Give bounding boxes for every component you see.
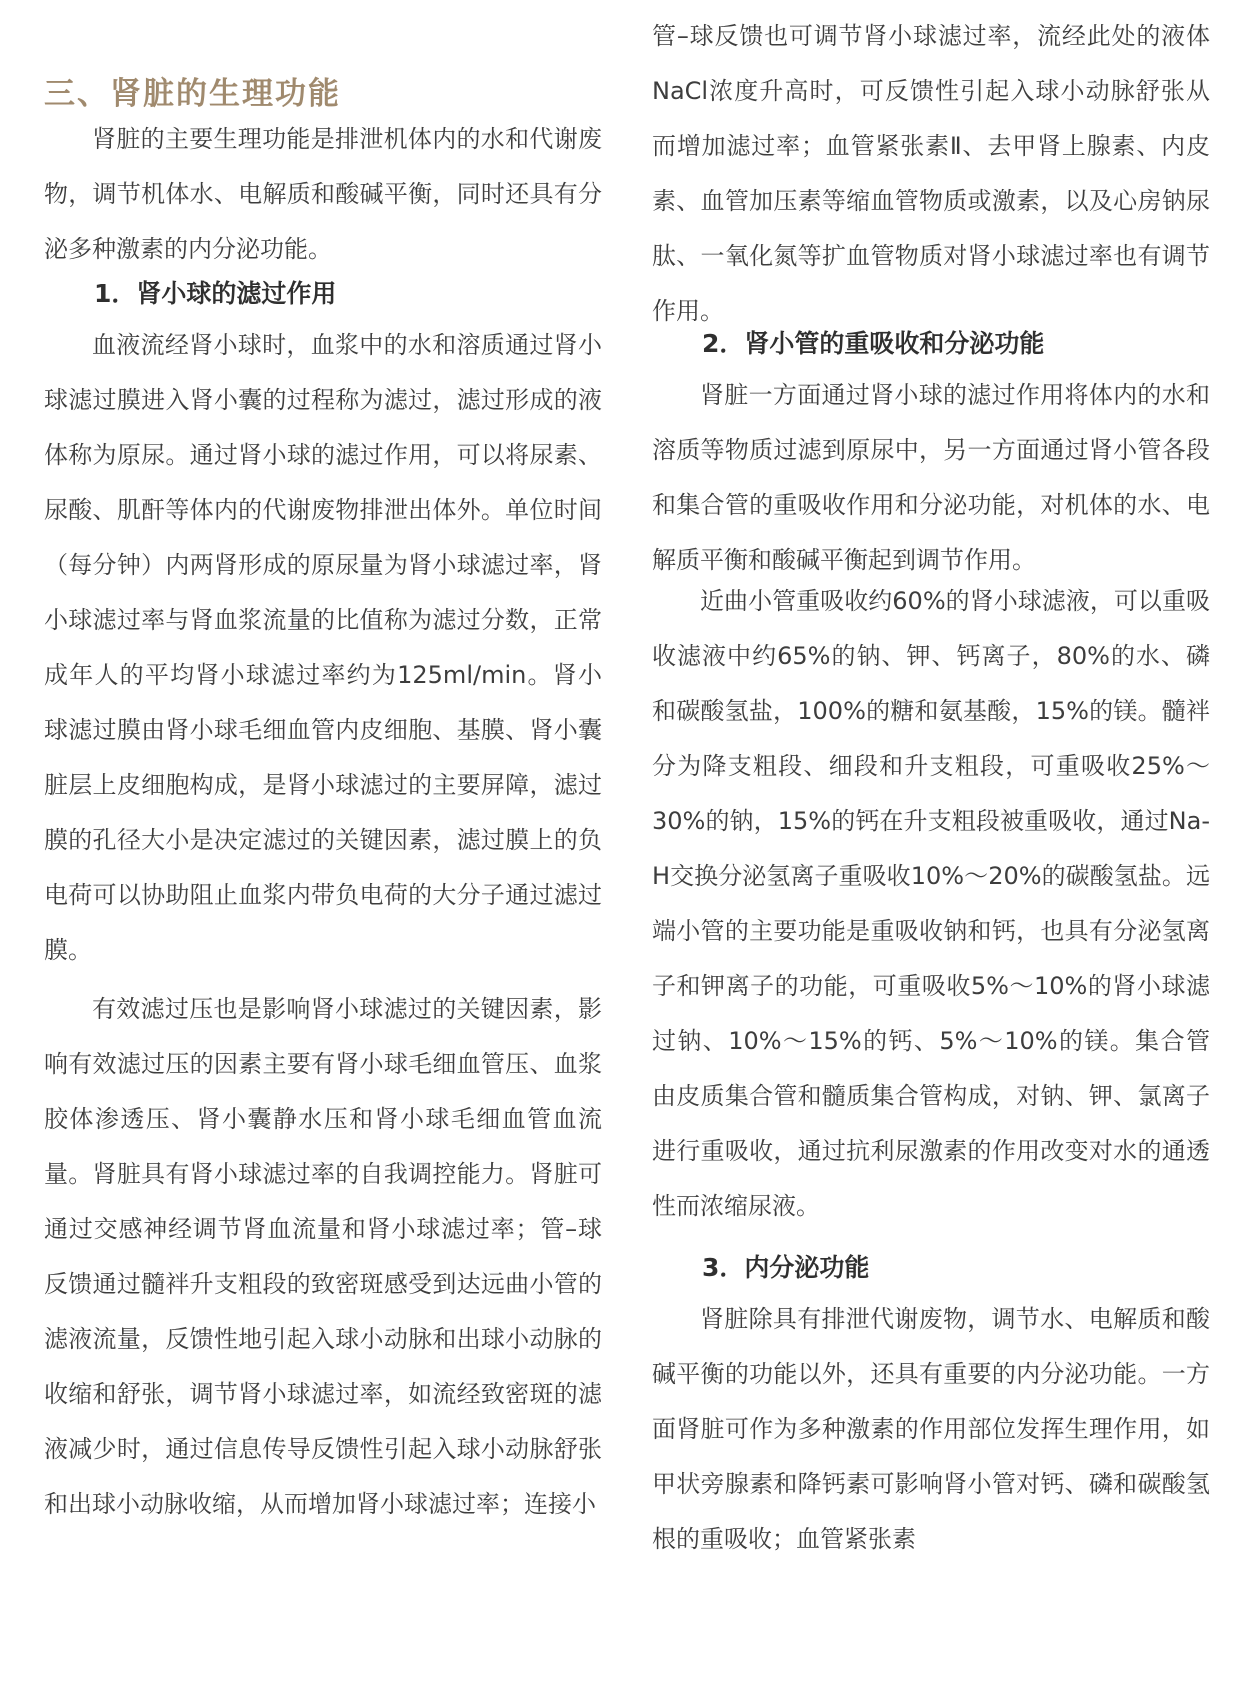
subheading-tubular-reabsorption: 2．肾小管的重吸收和分泌功能 <box>702 329 1045 358</box>
paragraph-effective-filtration-pressure: 有效滤过压也是影响肾小球滤过的关键因素，影响有效滤过压的因素主要有肾小球毛细血管压、血浆胶体渗透压、肾小囊静水压和肾小球毛细血管血流量。肾脏具有肾小球滤过率的自我调控能力。肾脏可通过交感神经调节肾血流量和肾小球滤过率；管–球反馈通过髓袢升支粗段的致密斑感受到达远曲小管的滤液流量，反馈性地引起入球小动脉和出球小动脉的收缩和舒张，调节肾小球滤过率，如流经致密斑的滤液减少时，通过信息传导反馈性引起入球小动脉舒张和出球小动脉收缩，从而增加肾小球滤过率；连接小 <box>44 995 602 1518</box>
paragraph-tubular-segments: 近曲小管重吸收约60%的肾小球滤液，可以重吸收滤液中约65%的钠、钾、钙离子，80%的水、磷和碳酸氢盐，100%的糖和氨基酸，15%的镁。髓袢分为降支粗段、细段和升支粗段，可重吸收25%～30%的钠，15%的钙在升支粗段被重吸收，通过Na-H交换分泌氢离子重吸收10%～20%的碳酸氢盐。远端小管的主要功能是重吸收钠和钙，也具有分泌氢离子和钾离子的功能，可重吸收5%～10%的肾小球滤过钠、10%～15%的钙、5%～10%的镁。集合管由皮质集合管和髓质集合管构成，对钠、钾、氯离子进行重吸收，通过抗利尿激素的作用改变对水的通透性而浓缩尿液。 <box>652 587 1210 1220</box>
paragraph-filtration: 血液流经肾小球时，血浆中的水和溶质通过肾小球滤过膜进入肾小囊的过程称为滤过，滤过形成的液体称为原尿。通过肾小球的滤过作用，可以将尿素、尿酸、肌酐等体内的代谢废物排泄出体外。单位时间（每分钟）内两肾形成的原尿量为肾小球滤过率，肾小球滤过率与肾血浆流量的比值称为滤过分数，正常成年人的平均肾小球滤过率约为125ml/min。肾小球滤过膜由肾小球毛细血管内皮细胞、基膜、肾小囊脏层上皮细胞构成，是肾小球滤过的主要屏障，滤过膜的孔径大小是决定滤过的关键因素，滤过膜上的负电荷可以协助阻止血浆内带负电荷的大分子通过滤过膜。 <box>44 331 602 964</box>
paragraph-feedback-continued: 管–球反馈也可调节肾小球滤过率，流经此处的液体NaCl浓度升高时，可反馈性引起入球小动脉舒张从而增加滤过率；血管紧张素Ⅱ、去甲肾上腺素、内皮素、血管加压素等缩血管物质或激素，以及心房钠尿肽、一氧化氮等扩血管物质对肾小球滤过率也有调节作用。 <box>652 22 1210 325</box>
subheading-glomerular-filtration: 1．肾小球的滤过作用 <box>94 279 337 308</box>
paragraph-endocrine: 肾脏除具有排泄代谢废物，调节水、电解质和酸碱平衡的功能以外，还具有重要的内分泌功能。一方面肾脏可作为多种激素的作用部位发挥生理作用，如甲状旁腺素和降钙素可影响肾小管对钙、磷和碳酸氢根的重吸收；血管紧张素 <box>652 1305 1210 1553</box>
section-title: 三、肾脏的生理功能 <box>44 76 341 112</box>
paragraph-tubular-overview: 肾脏一方面通过肾小球的滤过作用将体内的水和溶质等物质过滤到原尿中，另一方面通过肾小管各段和集合管的重吸收作用和分泌功能，对机体的水、电解质平衡和酸碱平衡起到调节作用。 <box>652 381 1210 574</box>
intro-paragraph: 肾脏的主要生理功能是排泄机体内的水和代谢废物，调节机体水、电解质和酸碱平衡，同时还具有分泌多种激素的内分泌功能。 <box>44 125 602 263</box>
subheading-endocrine-function: 3．内分泌功能 <box>702 1253 870 1282</box>
